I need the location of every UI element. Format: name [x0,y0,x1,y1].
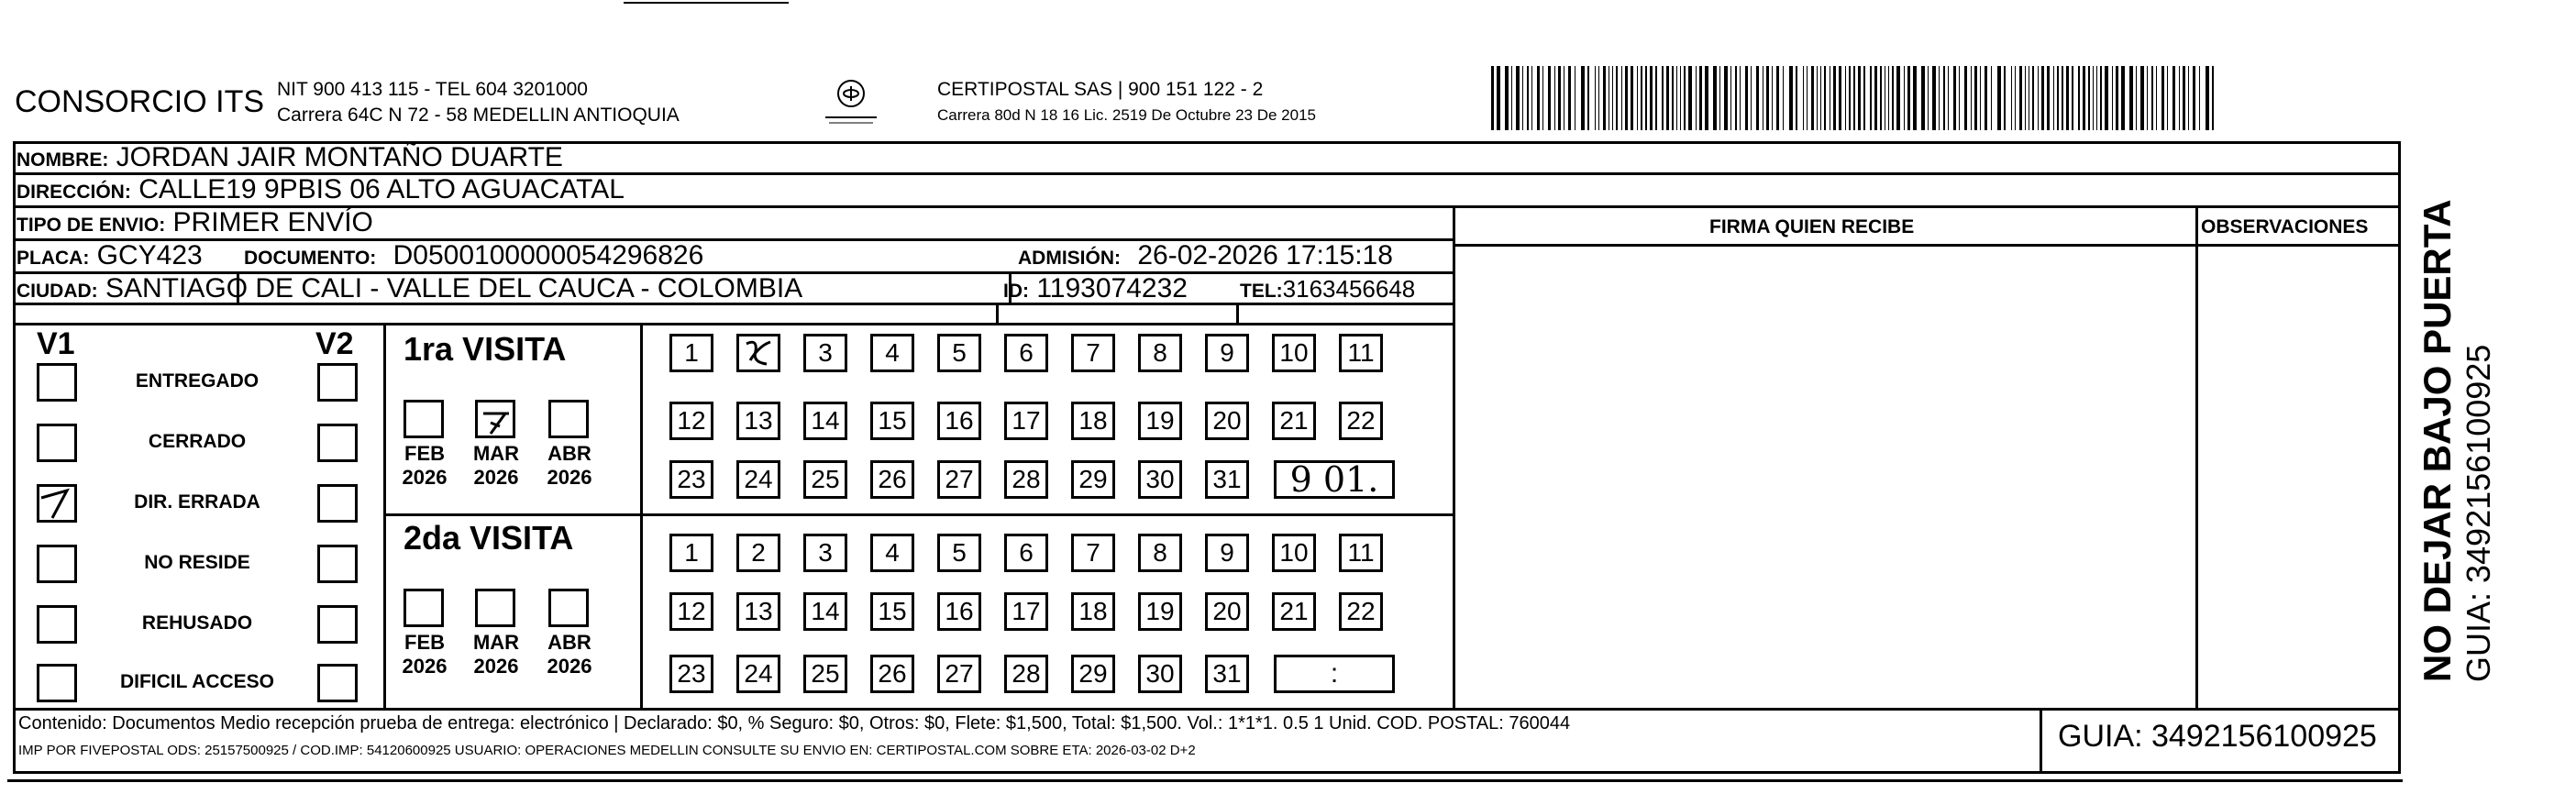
col-line [2040,708,2042,774]
first-day-box[interactable]: 31 [1205,460,1249,499]
certipostal-logo [814,73,888,128]
v2-checkbox-5[interactable] [317,605,358,644]
v2-checkbox-3[interactable] [317,484,358,523]
first-month-abr-checkbox[interactable] [548,400,589,438]
first-month-label: ABR [547,442,591,465]
col-line [1236,303,1239,323]
row-line [383,513,1453,516]
second-day-box[interactable]: 15 [870,592,914,631]
first-day-box[interactable]: 26 [870,460,914,499]
second-day-box[interactable]: 19 [1138,592,1182,631]
side-warning: NO DEJAR BAJO PUERTA [2416,199,2459,682]
second-year-label: 2026 [402,655,448,678]
status-label: REHUSADO [141,612,253,634]
first-month-mar-checkbox[interactable] [475,400,515,438]
first-day-box[interactable]: 4 [870,334,914,372]
status-label: DIR. ERRADA [134,491,260,513]
certipostal-nit: CERTIPOSTAL SAS | 900 151 122 - 2 [937,79,1264,100]
second-month-label: MAR [472,631,520,654]
first-day-box[interactable]: 11 [1339,334,1383,372]
admision-label: ADMISIÓN: [1018,248,1121,269]
col-line [996,303,999,323]
second-day-box[interactable]: 7 [1071,534,1115,572]
company-nit: NIT 900 413 115 - TEL 604 3201000 [277,79,588,100]
second-visit-title: 2da VISITA [404,519,574,557]
footer-imp: IMP POR FIVEPOSTAL ODS: 25157500925 / COD.IMP: 54120600925 USUARIO: OPERACIONES MEDELLIN CONSULTE SU ENVIO EN: CERTIPOSTAL.COM SOBRE ETA: 2026-03-02 D+2 [18,743,1196,758]
second-day-box[interactable]: 17 [1004,592,1048,631]
observaciones-header: OBSERVACIONES [2201,216,2369,237]
side-guia: GUIA: 3492156100925 [2460,344,2497,682]
first-day-box[interactable]: 29 [1071,460,1115,499]
second-day-box[interactable]: 29 [1071,655,1115,693]
first-day-box[interactable]: 15 [870,402,914,440]
first-day-box[interactable]: 12 [669,402,713,440]
col-line [1453,205,1455,708]
nombre-row [17,142,563,173]
first-day-box[interactable]: 5 [937,334,981,372]
placa-label: PLACA: [17,248,90,269]
tipo-label: TIPO DE ENVIO: [17,215,166,236]
id-field [1003,273,1188,304]
bottom-border [7,779,2403,782]
second-day-box[interactable]: 31 [1205,655,1249,693]
v1-checkbox-1[interactable] [37,363,77,402]
first-day-box[interactable]: 3 [803,334,847,372]
first-day-box[interactable]: 23 [669,460,713,499]
second-month-mar-checkbox[interactable] [475,589,515,627]
v1-checkbox-6[interactable] [37,664,77,702]
second-day-box[interactable]: 3 [803,534,847,572]
side-text [2416,199,2497,691]
id-label: ID: [1003,281,1029,302]
second-year-label: 2026 [547,655,592,678]
first-day-box[interactable]: 16 [937,402,981,440]
ciudad-field [17,273,802,304]
second-day-box[interactable]: 2 [736,534,780,572]
status-label: CERRADO [148,431,247,452]
v1-checkbox-2[interactable] [37,424,77,462]
second-day-box[interactable]: 25 [803,655,847,693]
first-day-box[interactable]: 19 [1138,402,1182,440]
scan-edge-mark [624,2,789,4]
placa-value: GCY423 [96,240,203,270]
direccion-row [17,174,625,205]
first-day-box[interactable]: 21 [1272,402,1316,440]
second-month-abr-checkbox[interactable] [548,589,589,627]
first-day-box[interactable]: 20 [1205,402,1249,440]
second-day-box[interactable]: 11 [1339,534,1383,572]
first-day-box[interactable]: 18 [1071,402,1115,440]
company-address: Carrera 64C N 72 - 58 MEDELLIN ANTIOQUIA [277,105,680,126]
v1-checkbox-5[interactable] [37,605,77,644]
col-line [2398,205,2401,708]
first-day-box[interactable]: 25 [803,460,847,499]
row-line [13,323,1453,325]
v1-checkbox-3[interactable] [37,484,77,523]
documento-value: D0500100000054296826 [392,240,704,270]
second-day-box[interactable]: 16 [937,592,981,631]
first-time-box[interactable]: 9 01. [1274,460,1395,499]
id-value: 1193074232 [1036,273,1188,303]
status-label: NO RESIDE [144,552,250,573]
v2-checkbox-4[interactable] [317,545,358,583]
v2-checkbox-1[interactable] [317,363,358,402]
second-month-label: ABR [547,631,591,654]
ciudad-value: SANTIAGO DE CALI - VALLE DEL CAUCA - COLOMBIA [105,273,803,303]
documento-field [244,240,703,271]
second-day-box[interactable]: 10 [1272,534,1316,572]
col-line [2195,205,2198,708]
second-month-feb-checkbox[interactable] [404,589,444,627]
second-day-box[interactable]: 18 [1071,592,1115,631]
first-day-box[interactable]: 24 [736,460,780,499]
second-month-label: FEB [404,631,445,654]
first-year-label: 2026 [402,466,448,489]
first-day-box[interactable]: 22 [1339,402,1383,440]
row-line [13,708,2401,711]
first-day-box[interactable]: 14 [803,402,847,440]
tipo-value: PRIMER ENVÍO [172,207,373,237]
v2-checkbox-2[interactable] [317,424,358,462]
second-day-box[interactable]: 14 [803,592,847,631]
first-year-label: 2026 [547,466,592,489]
row-line [1453,244,2401,247]
admision-field [1018,240,1393,271]
first-day-box[interactable]: 9 [1205,334,1249,372]
second-day-box[interactable]: 30 [1138,655,1182,693]
status-label: ENTREGADO [135,370,260,391]
first-month-label: FEB [404,442,445,465]
first-day-box[interactable]: 28 [1004,460,1048,499]
first-day-box[interactable]: 7 [1071,334,1115,372]
first-day-box[interactable]: 27 [937,460,981,499]
admision-value: 26-02-2026 17:15:18 [1137,240,1393,270]
first-day-box[interactable]: 6 [1004,334,1048,372]
second-day-box[interactable]: 1 [669,534,713,572]
first-day-box[interactable]: 17 [1004,402,1048,440]
nombre-label: NOMBRE: [17,149,109,171]
second-day-box[interactable]: 28 [1004,655,1048,693]
ciudad-label: CIUDAD: [17,281,98,302]
v1-checkbox-4[interactable] [37,545,77,583]
first-day-box[interactable] [736,334,780,372]
second-day-box[interactable]: 4 [870,534,914,572]
documento-label: DOCUMENTO: [244,248,377,269]
second-day-box[interactable]: 20 [1205,592,1249,631]
second-day-box[interactable]: 22 [1339,592,1383,631]
tel-value: 3163456648 [1282,275,1416,303]
second-time-box[interactable]: : [1274,655,1395,693]
tel-label: TEL: [1240,281,1283,302]
v2-checkbox-6[interactable] [317,664,358,702]
first-month-feb-checkbox[interactable] [404,400,444,438]
first-day-box[interactable]: 10 [1272,334,1316,372]
second-day-box[interactable]: 13 [736,592,780,631]
nombre-value: JORDAN JAIR MONTAÑO DUARTE [116,142,563,172]
footer-content: Contenido: Documentos Medio recepción prueba de entrega: electrónico | Declarado: $0, % Seguro: $0, Otros: $0, Flete: $1,500, Total: $1,500. Vol.: 1*1*1. 0.5 1 Unid. COD. POSTAL: 760044 [18,713,1571,733]
second-day-box[interactable]: 26 [870,655,914,693]
first-day-box[interactable]: 1 [669,334,713,372]
first-month-label: MAR [472,442,520,465]
first-day-box[interactable]: 8 [1138,334,1182,372]
tipo-row [17,207,373,238]
direccion-label: DIRECCIÓN: [17,182,131,203]
tel-field [1240,275,1415,303]
direccion-value: CALLE19 9PBIS 06 ALTO AGUACATAL [138,174,625,204]
second-day-box[interactable]: 5 [937,534,981,572]
v1-header: V1 [37,326,75,361]
status-label: DIFICIL ACCESO [119,671,274,692]
second-day-box[interactable]: 8 [1138,534,1182,572]
first-visit-title: 1ra VISITA [404,330,567,368]
second-day-box[interactable]: 21 [1272,592,1316,631]
second-day-box[interactable]: 12 [669,592,713,631]
footer-guia: GUIA: 3492156100925 [2058,719,2377,754]
barcode [1489,66,2223,130]
v2-header: V2 [315,326,354,361]
placa-field [17,240,203,271]
second-day-box[interactable]: 9 [1205,534,1249,572]
second-day-box[interactable]: 6 [1004,534,1048,572]
firma-header: FIRMA QUIEN RECIBE [1709,216,1915,237]
first-day-box[interactable]: 13 [736,402,780,440]
first-year-label: 2026 [473,466,519,489]
company-name: CONSORCIO ITS [15,84,265,119]
second-year-label: 2026 [473,655,519,678]
second-day-box[interactable]: 23 [669,655,713,693]
second-day-box[interactable]: 24 [736,655,780,693]
second-day-box[interactable]: 27 [937,655,981,693]
first-day-box[interactable]: 30 [1138,460,1182,499]
certipostal-address: Carrera 80d N 18 16 Lic. 2519 De Octubre 23 De 2015 [937,106,1316,124]
